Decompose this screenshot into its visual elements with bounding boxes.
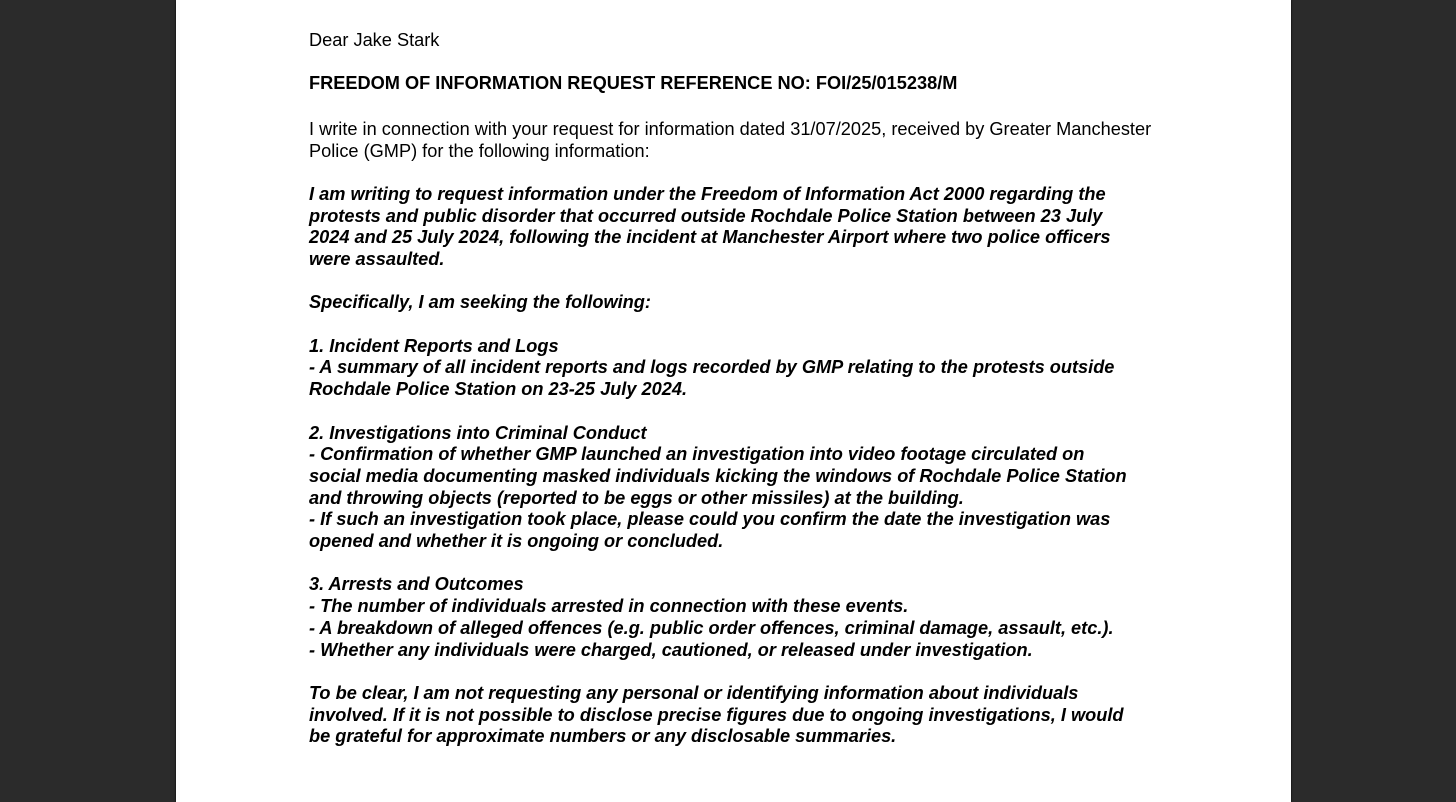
section-heading: 1. Incident Reports and Logs	[309, 335, 559, 356]
section-incident-reports	[309, 336, 1169, 401]
section-line: opened and whether it is ongoing or concluded.	[309, 531, 724, 552]
intro-line: Police (GMP) for the following information:	[309, 141, 650, 162]
section-line: Rochdale Police Station on 23-25 July 2024.	[309, 379, 688, 400]
closing-line: To be clear, I am not requesting any personal or identifying information about individuals	[309, 682, 1079, 703]
section-line: - Whether any individuals were charged, cautioned, or released under investigation.	[309, 639, 1033, 660]
letter-body	[309, 30, 1169, 748]
section-line: - The number of individuals arrested in connection with these events.	[309, 596, 909, 617]
request-line: I am writing to request information under the Freedom of Information Act 2000 regarding the	[309, 183, 1106, 204]
section-line: - If such an investigation took place, please could you confirm the date the investigation was	[309, 509, 1111, 530]
closing-line: involved. If it is not possible to disclose precise figures due to ongoing investigations, I would	[309, 704, 1124, 725]
request-line: protests and public disorder that occurred outside Rochdale Police Station between 23 July	[309, 205, 1103, 226]
document-page	[176, 0, 1291, 802]
closing-paragraph	[309, 683, 1169, 748]
specifically-heading	[309, 292, 1169, 314]
section-heading: 3. Arrests and Outcomes	[309, 574, 524, 595]
section-line: and throwing objects (reported to be eggs or other missiles) at the building.	[309, 487, 964, 508]
intro-line: I write in connection with your request for information dated 31/07/2025, received by Greater Manchester	[309, 119, 1152, 140]
section-heading: 2. Investigations into Criminal Conduct	[309, 422, 647, 443]
salutation: Dear Jake Stark	[309, 30, 440, 50]
section-line: - A summary of all incident reports and logs recorded by GMP relating to the protests outside	[309, 357, 1115, 378]
foi-reference: FREEDOM OF INFORMATION REQUEST REFERENCE NO: FOI/25/015238/M	[309, 72, 958, 93]
section-line: - Confirmation of whether GMP launched an investigation into video footage circulated on	[309, 444, 1085, 465]
intro-paragraph	[309, 119, 1169, 162]
specifically-line: Specifically, I am seeking the following:	[309, 292, 651, 313]
section-investigations	[309, 423, 1169, 553]
request-line: were assaulted.	[309, 248, 445, 269]
request-line: 2024 and 25 July 2024, following the incident at Manchester Airport where two police officers	[309, 227, 1111, 248]
request-paragraph	[309, 184, 1169, 271]
section-arrests	[309, 574, 1169, 661]
closing-line: be grateful for approximate numbers or any disclosable summaries.	[309, 726, 897, 747]
section-line: - A breakdown of alleged offences (e.g. public order offences, criminal damage, assault, etc.).	[309, 617, 1114, 638]
section-line: social media documenting masked individuals kicking the windows of Rochdale Police Station	[309, 465, 1127, 486]
